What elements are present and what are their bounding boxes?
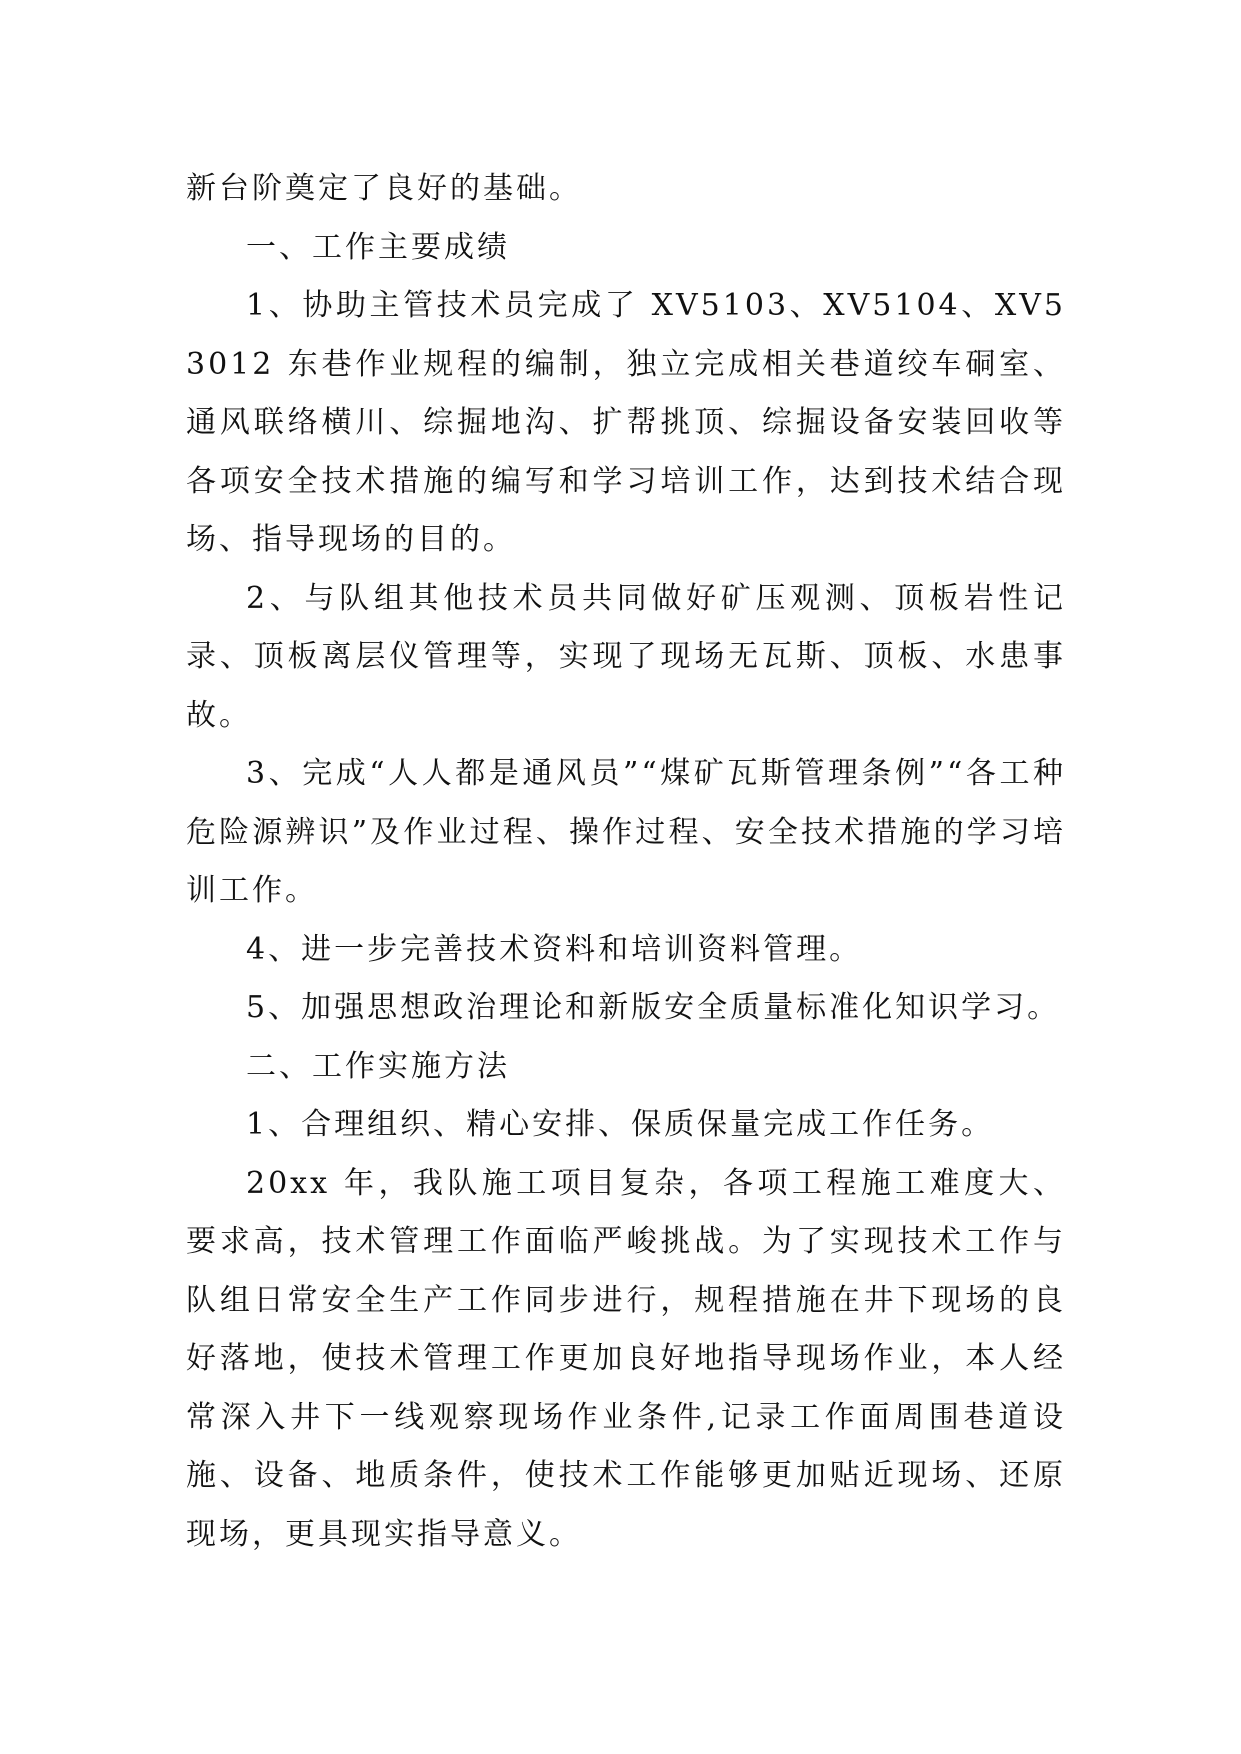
paragraph-achievement-1: 1、协助主管技术员完成了 XV5103、XV5104、XV53012 东巷作业规程的编制，独立完成相关巷道绞车硐室、通风联络横川、综掘地沟、扩帮挑顶、综掘设备安装回收等各项安全技术措施的编写和学习培训工作，达到技术结合现场、指导现场的目的。 bbox=[186, 288, 1066, 557]
paragraph-continuation: 新台阶奠定了良好的基础。 bbox=[186, 171, 582, 206]
section-heading-methods: 二、工作实施方法 bbox=[246, 1048, 510, 1084]
paragraph-method-1: 1、合理组织、精心安排、保质保量完成工作任务。 bbox=[246, 1107, 995, 1142]
paragraph-achievement-5: 5、加强思想政治理论和新版安全质量标准化知识学习。 bbox=[246, 990, 1061, 1025]
paragraph-achievement-2: 2、与队组其他技术员共同做好矿压观测、顶板岩性记录、顶板离层仪管理等，实现了现场无瓦斯、顶板、水患事故。 bbox=[186, 580, 1066, 733]
paragraph-achievement-4: 4、进一步完善技术资料和培训资料管理。 bbox=[246, 931, 863, 967]
paragraph-method-1-detail: 20xx 年，我队施工项目复杂，各项工程施工难度大、要求高，技术管理工作面临严峻挑战。为了实现技术工作与队组日常安全生产工作同步进行，规程措施在井下现场的良好落地，使技术管理工作更加良好地指导现场作业，本人经常深入井下一线观察现场作业条件,记录工作面周围巷道设施、设备、地质条件，使技术工作能够更加贴近现场、还原现场，更具现实指导意义。 bbox=[186, 1165, 1066, 1552]
document-body bbox=[186, 160, 1066, 1564]
section-heading-achievements: 一、工作主要成绩 bbox=[246, 229, 510, 265]
paragraph-achievement-3: 3、完成“人人都是通风员”“煤矿瓦斯管理条例”“各工种危险源辨识”及作业过程、操作过程、安全技术措施的学习培训工作。 bbox=[186, 756, 1066, 908]
